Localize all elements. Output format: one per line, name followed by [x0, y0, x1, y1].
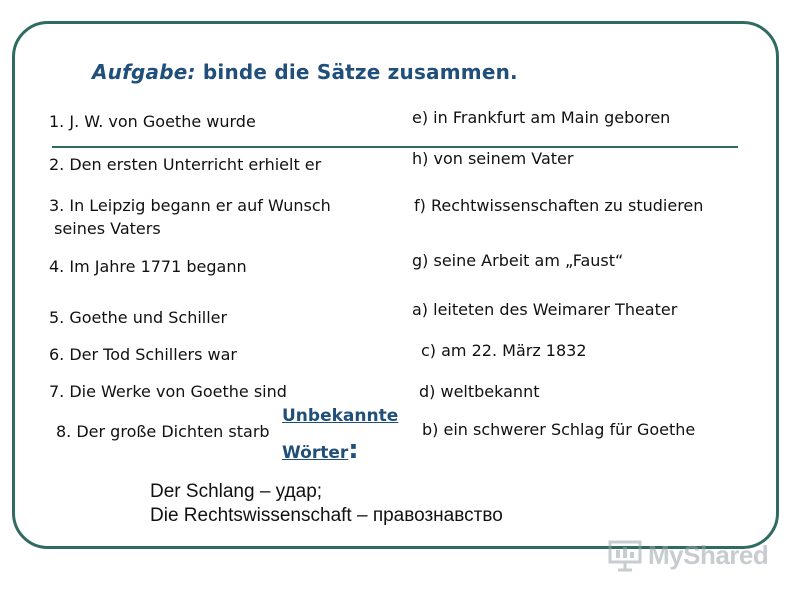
- right-item-g: g) seine Arbeit am „Faust“: [412, 251, 624, 270]
- unknown-words-colon: :: [348, 435, 359, 465]
- left-item-4: 4. Im Jahre 1771 begann: [49, 257, 247, 276]
- presentation-board-icon: [606, 536, 646, 572]
- left-item-3-continuation: seines Vaters: [49, 219, 161, 238]
- right-item-d: d) weltbekannt: [419, 382, 540, 401]
- unknown-words-heading-line1: Unbekannte: [282, 406, 399, 426]
- right-item-e: e) in Frankfurt am Main geboren: [412, 108, 671, 127]
- right-item-a: a) leiteten des Weimarer Theater: [412, 300, 678, 319]
- vocab-entry-1: Der Schlang – удар;: [150, 481, 323, 502]
- unknown-words-heading-line2: [282, 435, 359, 465]
- title-rest: binde die Sätze zusammen.: [195, 60, 518, 84]
- watermark-logo: [606, 536, 776, 572]
- left-item-1: 1. J. W. von Goethe wurde: [49, 112, 256, 131]
- unknown-words-label: Wörter: [282, 443, 349, 463]
- left-item-6: 6. Der Tod Schillers war: [49, 345, 238, 364]
- left-item-8: 8. Der große Dichten starb: [56, 422, 270, 441]
- left-item-5: 5. Goethe und Schiller: [49, 308, 228, 327]
- right-item-h: h) von seinem Vater: [412, 149, 574, 168]
- right-item-b: b) ein schwerer Schlag für Goethe: [422, 420, 696, 439]
- left-item-7: 7. Die Werke von Goethe sind: [49, 382, 287, 401]
- vocab-entry-2: Die Rechtswissenschaft – правознавство: [150, 505, 503, 526]
- watermark-text: MyShared: [648, 540, 769, 570]
- left-item-2: 2. Den ersten Unterricht erhielt er: [49, 155, 322, 174]
- title-prefix: Aufgabe:: [92, 60, 196, 84]
- divider-line: [52, 146, 738, 148]
- right-item-f: f) Rechtwissenschaften zu studieren: [414, 196, 704, 215]
- left-item-3: 3. In Leipzig begann er auf Wunsch: [49, 196, 331, 215]
- page-title: [92, 60, 518, 84]
- slide-frame: [12, 21, 779, 549]
- right-item-c: c) am 22. März 1832: [421, 341, 587, 360]
